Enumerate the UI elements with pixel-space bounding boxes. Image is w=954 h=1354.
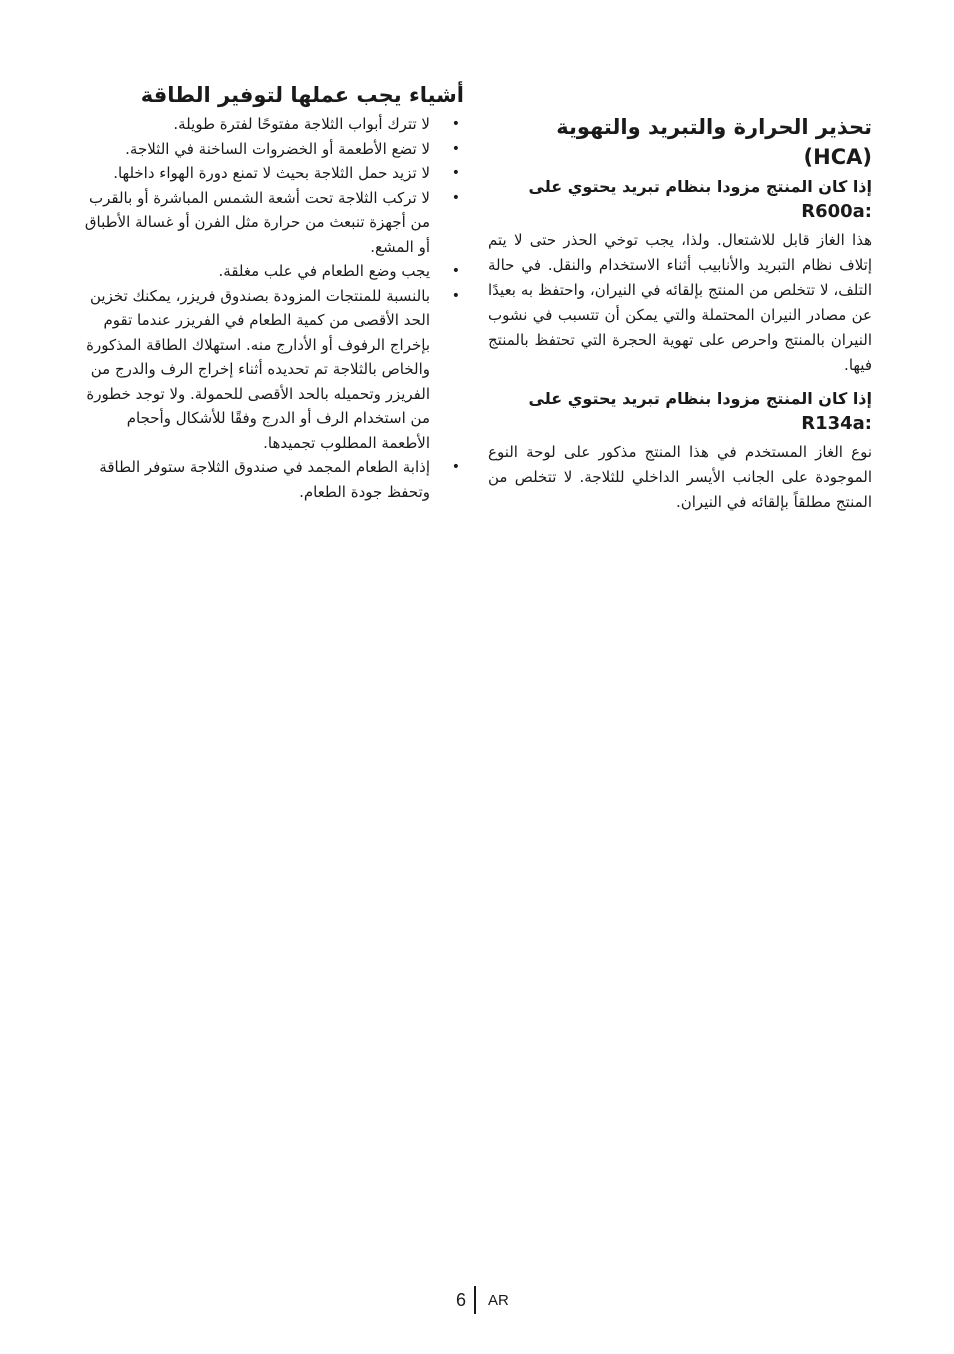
r134a-model-text: R134a: (801, 413, 872, 434)
energy-saving-title: أشياء يجب عملها لتوفير الطاقة (140, 83, 464, 107)
r600a-model (488, 200, 872, 224)
list-item (78, 259, 460, 284)
list-item-text: يجب وضع الطعام في علب مغلقة. (218, 262, 430, 280)
bullet-icon: • (451, 116, 460, 132)
r600a-model-text: R600a: (801, 201, 872, 222)
bullet-icon: • (451, 189, 460, 206)
footer-divider (474, 1286, 476, 1314)
list-item-text: إذابة الطعام المجمد في صندوق الثلاجة ستوفر الطاقة وتحفظ جودة الطعام. (99, 458, 430, 501)
hca-warning-section (488, 112, 872, 523)
list-item-text: لا تترك أبواب الثلاجة مفتوحًا لفترة طويلة. (173, 115, 430, 133)
r134a-heading: إذا كان المنتج مزودا بنظام تبريد يحتوي على (528, 389, 872, 408)
list-item-text: لا تركب الثلاجة تحت أشعة الشمس المباشرة أو بالقرب من أجهزة تنبعث من حرارة مثل الفرن أو غسالة الأطباق أو المشع. (84, 188, 430, 256)
list-item (78, 455, 460, 504)
list-item (78, 186, 460, 260)
page-footer (450, 1286, 509, 1314)
list-item (78, 112, 460, 137)
r134a-paragraph: نوع الغاز المستخدم في هذا المنتج مذكور على لوحة النوع الموجودة على الجانب الأيسر الداخلي للثلاجة. لا تتخلص من المنتج مطلقاً بإلقائه في النيران. (488, 443, 872, 511)
page-number: 6 (455, 1289, 466, 1310)
bullet-icon: • (451, 140, 460, 157)
list-item-text: لا تضع الأطعمة أو الخضروات الساخنة في الثلاجة. (125, 139, 430, 158)
hca-warning-title: تحذير الحرارة والتبريد والتهوية (HCA) (556, 115, 872, 169)
r600a-heading: إذا كان المنتج مزودا بنظام تبريد يحتوي على (528, 177, 872, 196)
r600a-paragraph: هذا الغاز قابل للاشتعال. ولذا، يجب توخي الحذر حتى لا يتم إتلاف نظام التبريد والأنابيب أثناء الاستخدام والنقل. في حالة التلف، لا تتخلص من المنتج بإلقائه في النيران، واحتفظ به بعيدًا عن مصادر النيران المحتملة والتي يمكن أن تتسبب في نشوب النيران بالمنتج واحرص على تهوية الحجرة التي تحتفظ بالمنتج فيها. (488, 231, 872, 374)
list-item (78, 161, 460, 186)
list-item-text: لا تزيد حمل الثلاجة بحيث لا تمنع دورة الهواء داخلها. (113, 164, 430, 182)
bullet-icon: • (451, 459, 460, 475)
list-item (78, 284, 460, 456)
language-code: AR (488, 1291, 509, 1309)
bullet-icon: • (451, 287, 460, 304)
bullet-icon: • (451, 165, 460, 181)
energy-saving-list (78, 112, 464, 504)
energy-saving-section (78, 80, 464, 504)
r134a-model (488, 412, 872, 436)
list-item (78, 137, 460, 162)
bullet-icon: • (451, 263, 460, 279)
list-item-text: بالنسبة للمنتجات المزودة بصندوق فريزر، يمكنك تخزين الحد الأقصى من كمية الطعام في الفريزر عندما تقوم بإخراج الرفوف أو الأدارج منه. استهلاك الطاقة المذكورة والخاص بالثلاجة تم تحديده أثناء إخراج الرف والدرج من الفريزر وتحميله بالحد الأقصى للحمولة. ولا توجد خطورة من استخدام الرف أو الدرج وفقًا للأشكال وأحجام الأطعمة المطلوب تجميدها. (86, 286, 430, 452)
